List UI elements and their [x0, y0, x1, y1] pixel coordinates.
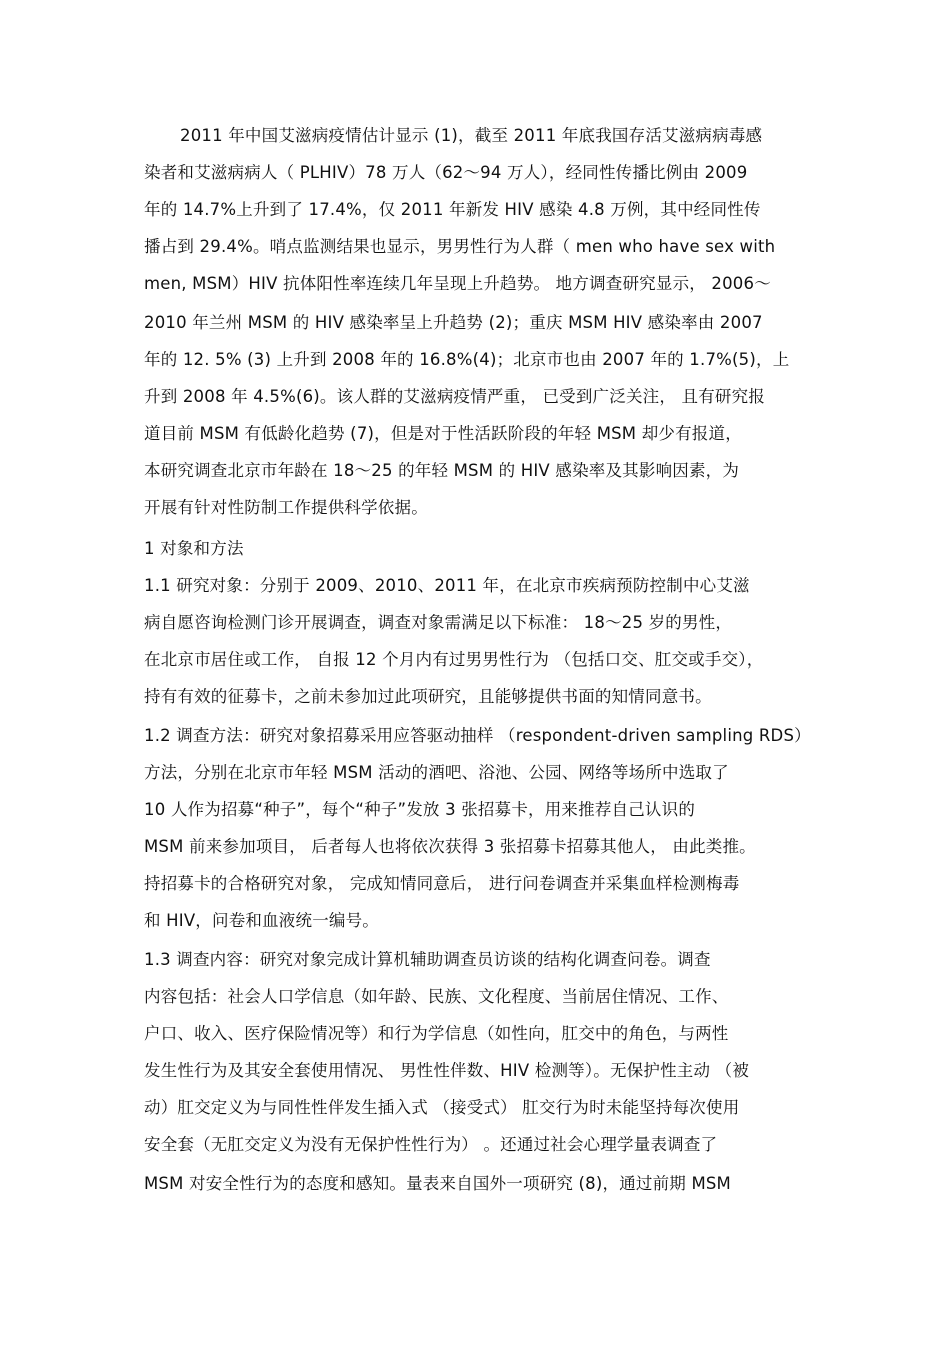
paragraph-line: 持招募卡的合格研究对象， 完成知情同意后， 进行问卷调查并采集血样检测梅毒 [144, 874, 740, 893]
paragraph-line: 2011 年中国艾滋病疫情估计显示 (1)，截至 2011 年底我国存活艾滋病病毒感 [180, 126, 763, 145]
paragraph-line: 安全套（无肛交定义为没有无保护性性行为） 。还通过社会心理学量表调查了 [144, 1135, 718, 1154]
paragraph-line: 开展有针对性防制工作提供科学依据。 [144, 498, 428, 517]
paragraph-line: 1.1 研究对象：分别于 2009、2010、2011 年，在北京市疾病预防控制中心艾滋 [144, 576, 750, 595]
paragraph-line: men, MSM）HIV 抗体阳性率连续几年呈现上升趋势。 地方调查研究显示， 2006～ [144, 274, 771, 293]
paragraph-line: 在北京市居住或工作， 自报 12 个月内有过男男性行为 （包括口交、肛交或手交）， [144, 650, 764, 669]
paragraph-line: 动）肛交定义为与同性性伴发生插入式 （接受式） 肛交行为时未能坚持每次使用 [144, 1098, 740, 1117]
paragraph-line: 年的 14.7%上升到了 17.4%，仅 2011 年新发 HIV 感染 4.8 万例，其中经同性传 [144, 200, 761, 219]
paragraph-line: 1.3 调查内容：研究对象完成计算机辅助调查员访谈的结构化调查问卷。调查 [144, 950, 711, 969]
paragraph-line: 病自愿咨询检测门诊开展调查，调查对象需满足以下标准： 18～25 岁的男性， [144, 613, 733, 632]
paragraph-line: 10 人作为招募“种子”，每个“种子”发放 3 张招募卡，用来推荐自己认识的 [144, 800, 696, 819]
paragraph-line: 道目前 MSM 有低龄化趋势 (7)，但是对于性活跃阶段的年轻 MSM 却少有报道， [144, 424, 742, 443]
paragraph-line: 播占到 29.4%。哨点监测结果也显示，男男性行为人群（ men who have sex with [144, 237, 776, 256]
paragraph-line: 染者和艾滋病病人（ PLHIV）78 万人（62～94 万人），经同性传播比例由 2009 [144, 163, 748, 182]
paragraph-line: 和 HIV，问卷和血液统一编号。 [144, 911, 380, 930]
paragraph-line: 本研究调查北京市年龄在 18～25 的年轻 MSM 的 HIV 感染率及其影响因素，为 [144, 461, 740, 480]
paragraph-line: 持有有效的征募卡，之前未参加过此项研究，且能够提供书面的知情同意书。 [144, 687, 712, 706]
paragraph-line: 1.2 调查方法：研究对象招募采用应答驱动抽样 （respondent-driven sampling RDS） [144, 726, 811, 745]
paragraph-line: 年的 12. 5% (3) 上升到 2008 年的 16.8%(4)；北京市也由 2007 年的 1.7%(5)，上 [144, 350, 790, 369]
paragraph-line: 发生性行为及其安全套使用情况、 男性性伴数、HIV 检测等）。无保护性主动 （被 [144, 1061, 750, 1080]
paragraph-line: MSM 对安全性行为的态度和感知。量表来自国外一项研究 (8)，通过前期 MSM [144, 1174, 731, 1193]
paragraph-line: 方法，分别在北京市年轻 MSM 活动的酒吧、浴池、公园、网络等场所中选取了 [144, 763, 729, 782]
section-heading: 1 对象和方法 [144, 539, 244, 558]
paragraph-line: MSM 前来参加项目， 后者每人也将依次获得 3 张招募卡招募其他人， 由此类推。 [144, 837, 756, 856]
paragraph-line: 户口、收入、医疗保险情况等）和行为学信息（如性向，肛交中的角色，与两性 [144, 1024, 729, 1043]
paragraph-line: 2010 年兰州 MSM 的 HIV 感染率呈上升趋势 (2)；重庆 MSM HIV 感染率由 2007 [144, 313, 763, 332]
paragraph-line: 升到 2008 年 4.5%(6)。该人群的艾滋病疫情严重， 已受到广泛关注， 且有研究报 [144, 387, 766, 406]
paragraph-line: 内容包括：社会人口学信息（如年龄、民族、文化程度、当前居住情况、工作、 [144, 987, 729, 1006]
